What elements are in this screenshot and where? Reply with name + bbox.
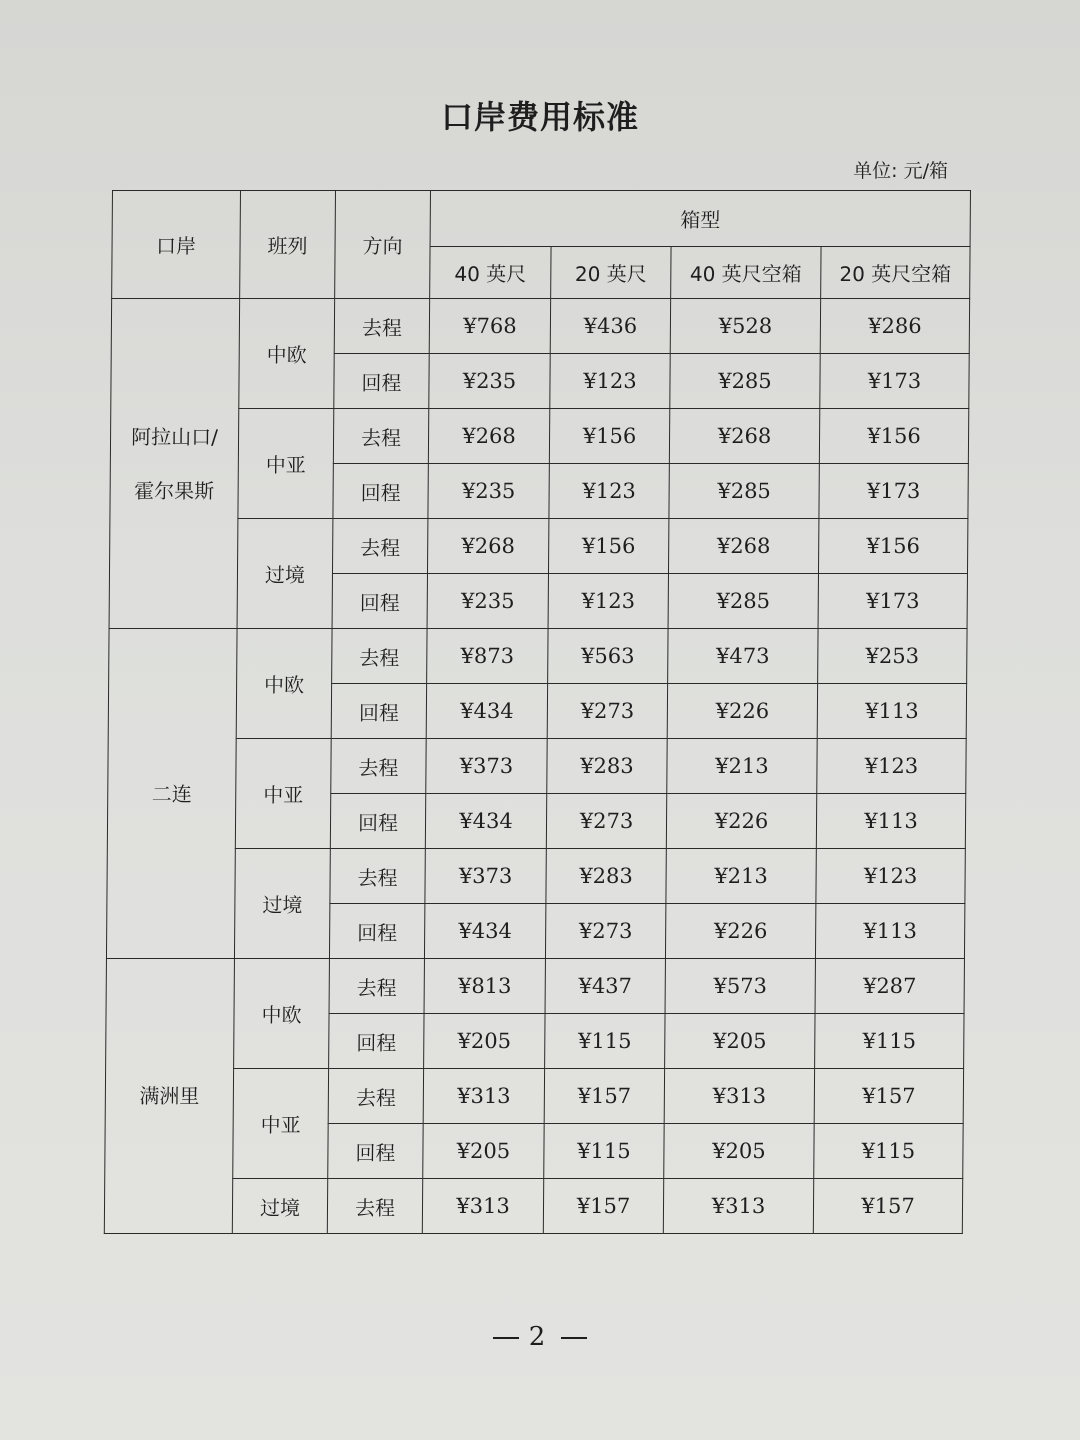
direction-cell: 去程 bbox=[331, 739, 426, 794]
direction-cell: 回程 bbox=[332, 574, 427, 629]
fee-value-cell: ¥285 bbox=[669, 464, 819, 519]
fee-value-cell: ¥205 bbox=[423, 1124, 544, 1179]
direction-cell: 去程 bbox=[332, 519, 427, 574]
fee-value-cell: ¥437 bbox=[545, 959, 665, 1014]
fee-value-cell: ¥268 bbox=[669, 409, 819, 464]
table-row bbox=[104, 1179, 962, 1234]
train-type-cell: 过境 bbox=[234, 849, 330, 959]
direction-cell: 去程 bbox=[334, 299, 429, 354]
unit-label: 单位: 元/箱 bbox=[853, 160, 948, 182]
direction-cell: 回程 bbox=[330, 794, 425, 849]
header-train: 班列 bbox=[240, 191, 336, 299]
fee-value-cell: ¥253 bbox=[818, 629, 967, 684]
port-name-line: 满洲里 bbox=[139, 1084, 200, 1108]
fee-value-cell: ¥473 bbox=[668, 629, 818, 684]
table-row bbox=[107, 849, 965, 904]
fee-value-cell: ¥283 bbox=[547, 739, 667, 794]
fee-value-cell: ¥268 bbox=[668, 519, 818, 574]
table-row bbox=[109, 519, 967, 574]
table-row bbox=[109, 629, 967, 684]
table-row bbox=[105, 1069, 963, 1124]
fee-value-cell: ¥563 bbox=[548, 629, 668, 684]
train-type-cell: 中欧 bbox=[234, 959, 330, 1069]
direction-cell: 回程 bbox=[331, 684, 426, 739]
train-type-cell: 中欧 bbox=[239, 299, 335, 409]
table-row bbox=[110, 409, 968, 464]
train-type-cell: 中亚 bbox=[233, 1069, 329, 1179]
fee-value-cell: ¥173 bbox=[818, 574, 967, 629]
fee-value-cell: ¥286 bbox=[820, 299, 969, 354]
port-name-cell bbox=[106, 629, 237, 959]
page-number-value: 2 bbox=[528, 1322, 552, 1352]
train-type-cell: 过境 bbox=[232, 1179, 327, 1234]
fee-value-cell: ¥283 bbox=[546, 849, 666, 904]
fee-value-cell: ¥768 bbox=[429, 299, 550, 354]
fee-value-cell: ¥226 bbox=[666, 794, 816, 849]
fee-value-cell: ¥268 bbox=[427, 519, 548, 574]
port-name-cell bbox=[109, 299, 240, 629]
fee-value-cell: ¥156 bbox=[549, 409, 669, 464]
direction-cell: 去程 bbox=[332, 629, 427, 684]
train-type-cell: 中欧 bbox=[236, 629, 332, 739]
table-body bbox=[104, 299, 969, 1234]
fee-value-cell: ¥235 bbox=[427, 574, 548, 629]
fee-value-cell: ¥113 bbox=[815, 904, 964, 959]
fee-value-cell: ¥205 bbox=[665, 1014, 815, 1069]
header-direction: 方向 bbox=[335, 191, 431, 299]
train-type-cell: 中亚 bbox=[238, 409, 334, 519]
fee-value-cell: ¥226 bbox=[665, 904, 815, 959]
table-row bbox=[111, 299, 969, 354]
fee-value-cell: ¥434 bbox=[426, 684, 547, 739]
fee-value-cell: ¥285 bbox=[668, 574, 818, 629]
fee-value-cell: ¥123 bbox=[548, 574, 668, 629]
direction-cell: 去程 bbox=[333, 409, 428, 464]
fee-value-cell: ¥313 bbox=[423, 1069, 544, 1124]
direction-cell: 回程 bbox=[334, 354, 429, 409]
page-title: 口岸费用标准 bbox=[440, 98, 639, 136]
fee-value-cell: ¥273 bbox=[545, 904, 665, 959]
direction-cell: 回程 bbox=[329, 904, 424, 959]
fee-value-cell: ¥813 bbox=[424, 959, 545, 1014]
port-name-line: 二连 bbox=[151, 781, 192, 806]
fee-value-cell: ¥156 bbox=[818, 519, 967, 574]
port-name-line: 阿拉山口/ bbox=[131, 424, 219, 449]
fee-value-cell: ¥226 bbox=[667, 684, 817, 739]
fee-value-cell: ¥235 bbox=[429, 354, 550, 409]
fee-value-cell: ¥213 bbox=[667, 739, 817, 794]
fee-value-cell: ¥205 bbox=[424, 1014, 545, 1069]
header-port: 口岸 bbox=[112, 191, 241, 299]
fee-value-cell: ¥123 bbox=[549, 464, 669, 519]
fee-value-cell: ¥157 bbox=[544, 1069, 664, 1124]
table-row bbox=[108, 739, 966, 794]
fee-value-cell: ¥287 bbox=[815, 959, 964, 1014]
fee-value-cell: ¥285 bbox=[670, 354, 820, 409]
port-name-cell bbox=[104, 959, 234, 1234]
header-box-40ft: 40 英尺 bbox=[430, 247, 551, 299]
page-number bbox=[0, 1322, 1080, 1352]
fee-value-cell: ¥573 bbox=[665, 959, 815, 1014]
fee-value-cell: ¥157 bbox=[814, 1069, 963, 1124]
direction-cell: 去程 bbox=[328, 1069, 423, 1124]
direction-cell: 去程 bbox=[329, 959, 424, 1014]
fee-value-cell: ¥273 bbox=[546, 794, 666, 849]
fee-value-cell: ¥373 bbox=[426, 739, 547, 794]
fee-value-cell: ¥436 bbox=[550, 299, 670, 354]
fee-value-cell: ¥205 bbox=[664, 1124, 814, 1179]
fee-value-cell: ¥123 bbox=[816, 849, 965, 904]
fee-value-cell: ¥113 bbox=[816, 794, 965, 849]
fee-value-cell: ¥113 bbox=[817, 684, 966, 739]
fee-value-cell: ¥157 bbox=[543, 1179, 663, 1234]
table-header bbox=[112, 191, 971, 299]
fee-value-cell: ¥156 bbox=[819, 409, 968, 464]
header-box-20ft: 20 英尺 bbox=[551, 247, 671, 299]
header-box-40ft-empty: 40 英尺空箱 bbox=[671, 247, 821, 299]
table-row bbox=[106, 959, 964, 1014]
fee-value-cell: ¥268 bbox=[428, 409, 549, 464]
direction-cell: 回程 bbox=[333, 464, 428, 519]
header-box-20ft-empty: 20 英尺空箱 bbox=[821, 247, 970, 299]
fee-value-cell: ¥528 bbox=[670, 299, 820, 354]
fee-value-cell: ¥157 bbox=[813, 1179, 962, 1234]
fee-value-cell: ¥173 bbox=[819, 464, 968, 519]
fee-value-cell: ¥123 bbox=[817, 739, 966, 794]
fee-value-cell: ¥115 bbox=[545, 1014, 665, 1069]
direction-cell: 去程 bbox=[330, 849, 425, 904]
fee-value-cell: ¥313 bbox=[422, 1179, 543, 1234]
fee-value-cell: ¥235 bbox=[428, 464, 549, 519]
fee-value-cell: ¥156 bbox=[548, 519, 668, 574]
fee-value-cell: ¥434 bbox=[425, 794, 546, 849]
fee-value-cell: ¥173 bbox=[820, 354, 969, 409]
header-box-type: 箱型 bbox=[430, 191, 970, 247]
fee-value-cell: ¥273 bbox=[547, 684, 667, 739]
direction-cell: 回程 bbox=[329, 1014, 424, 1069]
fee-value-cell: ¥373 bbox=[425, 849, 546, 904]
fee-value-cell: ¥313 bbox=[663, 1179, 813, 1234]
fee-value-cell: ¥123 bbox=[550, 354, 670, 409]
train-type-cell: 中亚 bbox=[235, 739, 331, 849]
train-type-cell: 过境 bbox=[237, 519, 333, 629]
fee-value-cell: ¥115 bbox=[544, 1124, 664, 1179]
fee-value-cell: ¥115 bbox=[815, 1014, 964, 1069]
direction-cell: 去程 bbox=[327, 1179, 422, 1234]
fee-value-cell: ¥873 bbox=[427, 629, 548, 684]
fee-value-cell: ¥213 bbox=[666, 849, 816, 904]
direction-cell: 回程 bbox=[328, 1124, 423, 1179]
page-number-dash-left bbox=[493, 1337, 519, 1339]
fee-value-cell: ¥313 bbox=[664, 1069, 814, 1124]
fee-value-cell: ¥434 bbox=[424, 904, 545, 959]
port-name-line: 霍尔果斯 bbox=[134, 478, 215, 503]
fee-value-cell: ¥115 bbox=[814, 1124, 963, 1179]
port-fee-table bbox=[104, 190, 971, 1234]
page-number-dash-right bbox=[561, 1337, 587, 1339]
